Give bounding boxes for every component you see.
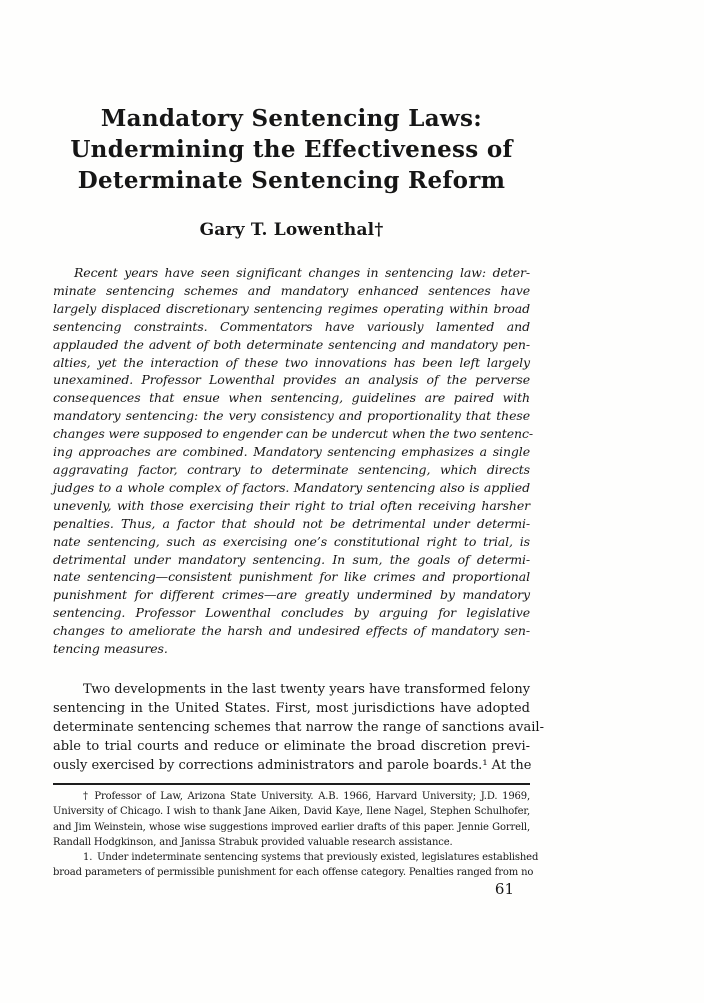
- text-line: Randall Hodgkinson, and Janissa Strabuk provided valuable research assistance.: [53, 836, 453, 848]
- text-line: minate sentencing schemes and mandatory enhanced sentences have: [53, 282, 530, 298]
- article-author: Gary T. Lowenthal†: [199, 220, 384, 240]
- article-title-line-3: Determinate Sentencing Reform: [77, 167, 506, 194]
- text-line: aggravating factor, contrary to determinate sentencing, which directs: [53, 461, 530, 477]
- article-body-paragraph: [53, 680, 544, 775]
- text-line: mandatory sentencing: the very consistency and proportionality that these: [53, 408, 530, 424]
- article-header: [53, 103, 530, 196]
- text-line: largely displaced discretionary sentencing regimes operating within broad: [53, 300, 530, 316]
- text-line: penalties. Thus, a factor that should not be detrimental under determi-: [53, 515, 530, 531]
- text-line: sentencing. Professor Lowenthal concludes by arguing for legislative: [53, 605, 530, 621]
- text-line: consequences that ensue when sentencing, guidelines are paired with: [53, 390, 530, 406]
- footnote-separator-rule: [53, 783, 530, 785]
- byline: [53, 220, 530, 240]
- page-number: 61: [494, 880, 514, 898]
- text-line: † Professor of Law, Arizona State University. A.B. 1966, Harvard University; J.D. 1969,: [83, 791, 530, 802]
- text-line: Recent years have seen significant changes in sentencing law: deter-: [74, 265, 530, 280]
- text-line: alties, yet the interaction of these two innovations has been left largely: [53, 354, 530, 370]
- article-title-line-1: Mandatory Sentencing Laws:: [100, 105, 483, 132]
- text-line: judges to a whole complex of factors. Mandatory sentencing also is applied: [53, 479, 530, 495]
- text-line: ously exercised by corrections administrators and parole boards.¹ At the: [53, 758, 532, 773]
- text-line: changes to ameliorate the harsh and undesired effects of mandatory sen-: [53, 623, 530, 639]
- text-line: detrimental under mandatory sentencing. In sum, the goals of determi-: [53, 551, 530, 567]
- footnotes-section: [53, 789, 539, 881]
- footnote-1: [53, 850, 539, 881]
- text-line: unevenly, with those exercising their right to trial often receiving harsher: [53, 497, 530, 513]
- text-line: and Jim Weinstein, whose wise suggestions improved earlier drafts of this paper. Jennie Gorrell,: [53, 821, 530, 833]
- text-line: able to trial courts and reduce or eliminate the broad discretion previ-: [53, 739, 530, 754]
- text-line: applauded the advent of both determinate sentencing and mandatory pen-: [53, 336, 530, 352]
- page-number-area: [53, 879, 530, 898]
- article-title-line-2: Undermining the Effectiveness of: [70, 136, 513, 163]
- text-line: punishment for different crimes—are greatly undermined by mandatory: [53, 587, 530, 603]
- text-line: tencing measures.: [53, 641, 168, 657]
- article-abstract: [53, 264, 534, 658]
- text-line: University of Chicago. I wish to thank Jane Aiken, David Kaye, Ilene Nagel, Stephen Schulhofer,: [53, 806, 530, 818]
- footnote-dagger: [53, 789, 530, 850]
- text-line: unexamined. Professor Lowenthal provides an analysis of the perverse: [53, 372, 530, 388]
- text-line: determinate sentencing schemes that narrow the range of sanctions avail-: [53, 720, 544, 735]
- text-line: sentencing constraints. Commentators have variously lamented and: [53, 318, 530, 334]
- text-line: broad parameters of permissible punishment for each offense category. Penalties ranged from no: [53, 867, 534, 879]
- article-title: [53, 103, 530, 196]
- text-line: 1. Under indeterminate sentencing systems that previously existed, legislatures established: [83, 852, 539, 864]
- text-line: sentencing in the United States. First, most jurisdictions have adopted: [53, 701, 530, 716]
- text-line: changes were supposed to engender can be undercut when the two sentenc-: [53, 426, 534, 442]
- text-line: nate sentencing, such as exercising one’s constitutional right to trial, is: [53, 533, 530, 549]
- text-line: Two developments in the last twenty years have transformed felony: [83, 682, 531, 697]
- text-line: ing approaches are combined. Mandatory sentencing emphasizes a single: [53, 444, 530, 460]
- text-line: nate sentencing—consistent punishment for like crimes and proportional: [53, 569, 530, 585]
